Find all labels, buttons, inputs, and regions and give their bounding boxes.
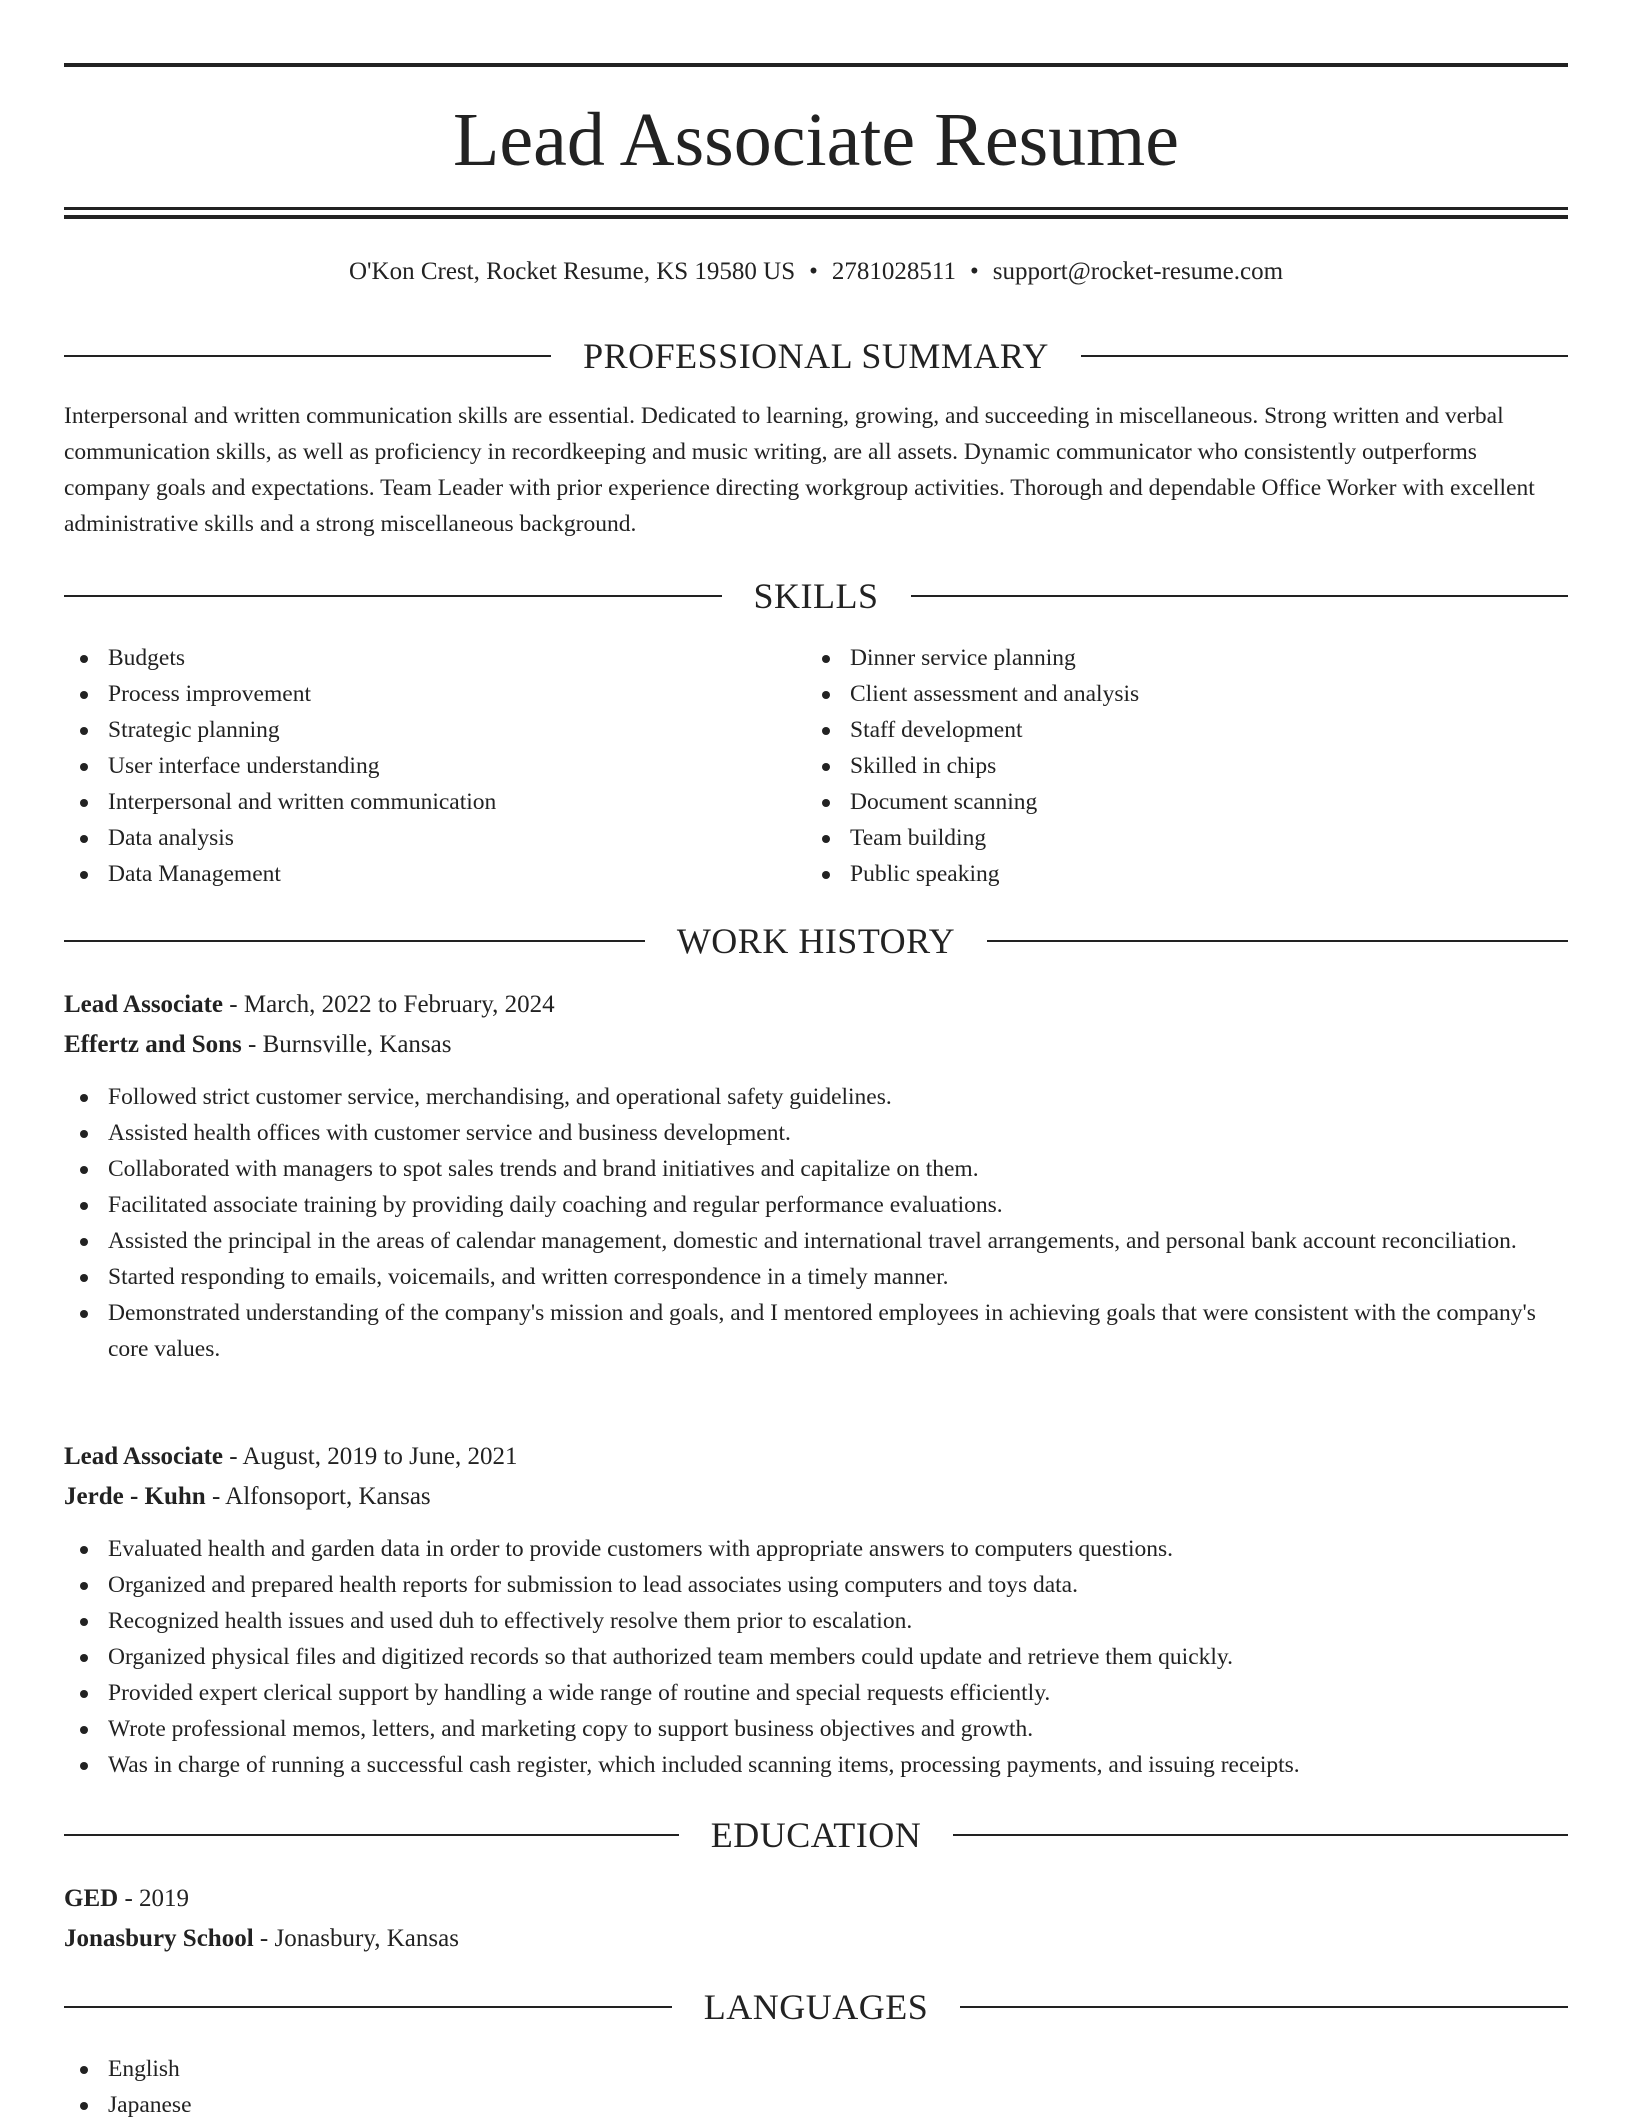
job-duty: Assisted the principal in the areas of calendar management, domestic and international travel arrangements, and personal bank account reconciliation. (64, 1223, 1568, 1259)
languages-list (64, 2051, 1568, 2123)
section-heading-languages (64, 1985, 1568, 2029)
job-duty: Started responding to emails, voicemails, and written correspondence in a timely manner. (64, 1259, 1568, 1295)
header-bottom-rule-upper (64, 207, 1568, 210)
skill-item: Data Management (64, 856, 804, 892)
section-heading-skills (64, 574, 1568, 618)
job-duty: Was in charge of running a successful cash register, which included scanning items, processing payments, and issuing receipts. (64, 1747, 1568, 1783)
education-degree: GED (64, 1885, 119, 1912)
heading-rule-left (64, 595, 722, 597)
job-title-line (64, 985, 1568, 1025)
job-company-line (64, 1025, 1568, 1065)
contact-email: support@rocket-resume.com (992, 258, 1284, 285)
section-title: EDUCATION (710, 1815, 922, 1855)
heading-rule-right (960, 2006, 1568, 2008)
skill-item: Strategic planning (64, 712, 804, 748)
job-title: Lead Associate (64, 991, 224, 1018)
job-duty: Demonstrated understanding of the company's mission and goals, and I mentored employees in achieving goals that were consistent with the company's core values. (64, 1295, 1568, 1367)
heading-rule-left (64, 355, 551, 357)
header-bottom-rule-lower (64, 215, 1568, 219)
education-school-line (64, 1919, 1568, 1959)
heading-rule-right (911, 595, 1569, 597)
job-company-line (64, 1477, 1568, 1517)
heading-rule-right (1081, 355, 1568, 357)
section-heading-summary (64, 334, 1568, 378)
skill-item: Team building (806, 820, 1566, 856)
job-dates: - August, 2019 to June, 2021 (223, 1443, 518, 1470)
job-duty: Followed strict customer service, merchandising, and operational safety guidelines. (64, 1079, 1568, 1115)
section-title: PROFESSIONAL SUMMARY (583, 336, 1049, 376)
job-duties-list (64, 1079, 1568, 1367)
heading-rule-right (987, 940, 1568, 942)
skills-list-right (806, 640, 1566, 892)
contact-separator: • (969, 258, 979, 285)
contact-separator: • (809, 258, 818, 285)
skill-item: Dinner service planning (806, 640, 1566, 676)
skill-item: User interface understanding (64, 748, 804, 784)
education-year: - 2019 (118, 1885, 190, 1912)
skill-item: Public speaking (806, 856, 1566, 892)
heading-rule-left (64, 1834, 679, 1836)
skill-item: Client assessment and analysis (806, 676, 1566, 712)
job-company: Effertz and Sons (64, 1031, 242, 1058)
section-title: WORK HISTORY (676, 921, 956, 961)
section-title: SKILLS (753, 576, 879, 616)
job-location: - Alfonsoport, Kansas (205, 1483, 431, 1510)
job-duty: Organized and prepared health reports for submission to lead associates using computers and toys data. (64, 1567, 1568, 1603)
job-location: - Burnsville, Kansas (241, 1031, 452, 1058)
job-duty: Wrote professional memos, letters, and marketing copy to support business objectives and growth. (64, 1711, 1568, 1747)
education-degree-line (64, 1879, 1568, 1919)
job-company: Jerde - Kuhn (64, 1483, 206, 1510)
job-duty: Assisted health offices with customer service and business development. (64, 1115, 1568, 1151)
education-school: Jonasbury School (64, 1925, 254, 1952)
contact-address: O'Kon Crest, Rocket Resume, KS 19580 US (348, 258, 796, 285)
skill-item: Document scanning (806, 784, 1566, 820)
skill-item: Interpersonal and written communication (64, 784, 804, 820)
job-dates: - March, 2022 to February, 2024 (223, 991, 555, 1018)
job-duty: Evaluated health and garden data in order to provide customers with appropriate answers to computers questions. (64, 1531, 1568, 1567)
skills-list-left (64, 640, 804, 892)
resume-title: Lead Associate Resume (452, 98, 1179, 182)
heading-rule-left (64, 2006, 672, 2008)
header-top-rule (64, 63, 1568, 67)
heading-rule-left (64, 940, 645, 942)
heading-rule-right (953, 1834, 1568, 1836)
job-title-line (64, 1437, 1568, 1477)
job-duty: Collaborated with managers to spot sales trends and brand initiatives and capitalize on them. (64, 1151, 1568, 1187)
summary-text: Interpersonal and written communication skills are essential. Dedicated to learning, growing, and succeeding in miscellaneous. Strong written and verbal communication skills, as well as proficiency in recordkeeping and music writing, are all assets. Dynamic communicator who consistently outperforms company goals and expectations. Team Leader with prior experience directing workgroup activities. Thorough and dependable Office Worker with excellent administrative skills and a strong miscellaneous background. (64, 403, 1535, 537)
skill-item: Budgets (64, 640, 804, 676)
skill-item: Skilled in chips (806, 748, 1566, 784)
section-title: LANGUAGES (703, 1987, 929, 2027)
job-duty: Provided expert clerical support by handling a wide range of routine and special requests efficiently. (64, 1675, 1568, 1711)
job-duties-list (64, 1531, 1568, 1783)
contact-line (64, 254, 1568, 290)
job-duty: Recognized health issues and used duh to effectively resolve them prior to escalation. (64, 1603, 1568, 1639)
skill-item: Data analysis (64, 820, 804, 856)
skill-item: Staff development (806, 712, 1566, 748)
section-heading-education (64, 1813, 1568, 1857)
language-item: Japanese (64, 2087, 1568, 2123)
job-duty: Facilitated associate training by providing daily coaching and regular performance evaluations. (64, 1187, 1568, 1223)
education-location: - Jonasbury, Kansas (253, 1925, 459, 1952)
job-duty: Organized physical files and digitized records so that authorized team members could update and retrieve them quickly. (64, 1639, 1568, 1675)
skill-item: Process improvement (64, 676, 804, 712)
job-title: Lead Associate (64, 1443, 224, 1470)
contact-phone: 2781028511 (831, 258, 956, 285)
language-item: English (64, 2051, 1568, 2087)
section-heading-work (64, 919, 1568, 963)
